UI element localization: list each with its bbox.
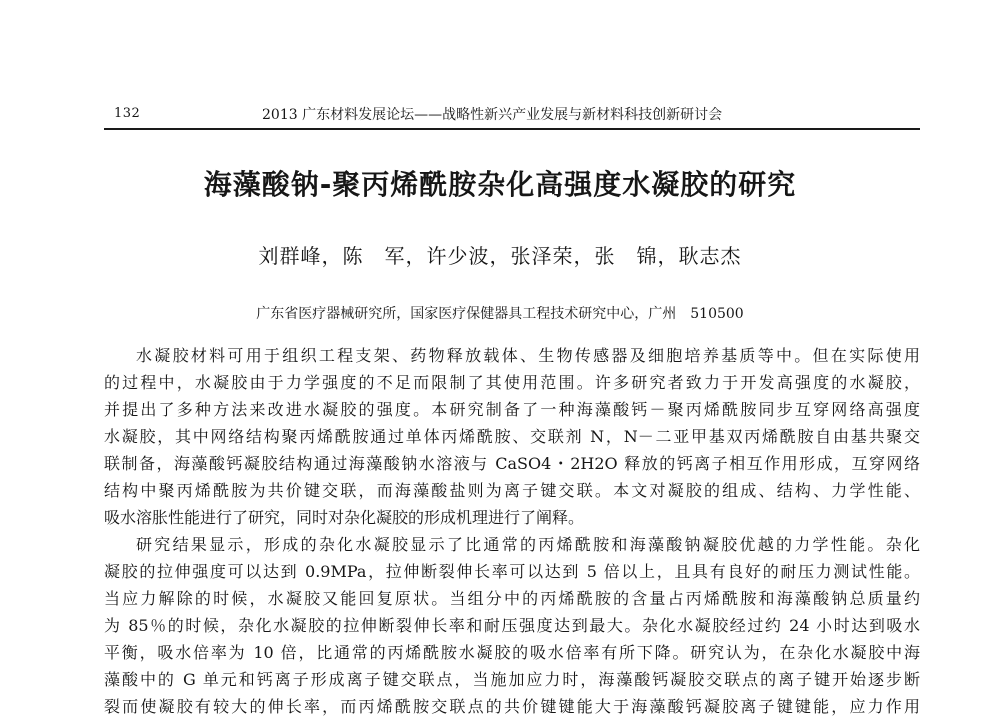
body-line: 凝胶的拉伸强度可以达到 0.9MPa，拉伸断裂伸长率可以达到 5 倍以上，且具有良好的耐压力测试性能。 (104, 562, 920, 581)
page-header (104, 100, 920, 130)
paragraph-2 (104, 531, 920, 720)
body-line: 的过程中，水凝胶由于力学强度的不足而限制了其使用范围。许多研究者致力于开发高强度的水凝胶， (104, 373, 920, 392)
body-line: 并提出了多种方法来改进水凝胶的强度。本研究制备了一种海藻酸钙－聚丙烯酰胺同步互穿网络高强度 (104, 400, 920, 419)
body-line: 吸水溶胀性能进行了研究，同时对杂化凝胶的形成机理进行了阐释。 (104, 508, 585, 527)
paragraph-1 (104, 342, 920, 531)
body-line: 研究结果显示，形成的杂化水凝胶显示了比通常的丙烯酰胺和海藻酸钠凝胶优越的力学性能。杂化 (136, 535, 920, 554)
body-line: 平衡，吸水倍率为 10 倍，比通常的丙烯酰胺水凝胶的吸水倍率有所下降。研究认为，在杂化水凝胶中海 (104, 643, 920, 662)
running-head: 2013 广东材料发展论坛——战略性新兴产业发展与新材料科技创新研讨会 (262, 107, 723, 123)
page-number: 132 (114, 106, 141, 121)
paper-title: 海藻酸钠-聚丙烯酰胺杂化高强度水凝胶的研究 (203, 168, 797, 201)
body-line: 联制备，海藻酸钙凝胶结构通过海藻酸钠水溶液与 CaSO4・2H2O 释放的钙离子相互作用形成，互穿网络 (104, 454, 920, 473)
body-line: 为 85％的时候，杂化水凝胶的拉伸断裂伸长率和耐压强度达到最大。杂化水凝胶经过约 24 小时达到吸水 (104, 616, 920, 635)
body-line: 裂而使凝胶有较大的伸长率，而丙烯酰胺交联点的共价键键能大于海藻酸钙凝胶离子键键能，应力作用 (104, 697, 920, 716)
body-line: 藻酸中的 G 单元和钙离子形成离子键交联点，当施加应力时，海藻酸钙凝胶交联点的离子键开始逐步断 (104, 670, 920, 689)
abstract-body (104, 342, 920, 720)
author-list: 刘群峰，陈 军，许少波，张泽荣，张 锦，耿志杰 (258, 244, 742, 268)
body-line: 水凝胶材料可用于组织工程支架、药物释放载体、生物传感器及细胞培养基质等中。但在实际使用 (136, 346, 920, 365)
affiliation: 广东省医疗器械研究所，国家医疗保健器具工程技术研究中心，广州 510500 (256, 306, 744, 322)
body-line: 当应力解除的时候，水凝胶又能回复原状。当组分中的丙烯酰胺的含量占丙烯酰胺和海藻酸钠总质量约 (104, 589, 920, 608)
body-line: 结构中聚丙烯酰胺为共价键交联，而海藻酸盐则为离子键交联。本文对凝胶的组成、结构、力学性能、 (104, 481, 920, 500)
body-line: 水凝胶，其中网络结构聚丙烯酰胺通过单体丙烯酰胺、交联剂 N，N－二亚甲基双丙烯酰胺自由基共聚交 (104, 427, 920, 446)
